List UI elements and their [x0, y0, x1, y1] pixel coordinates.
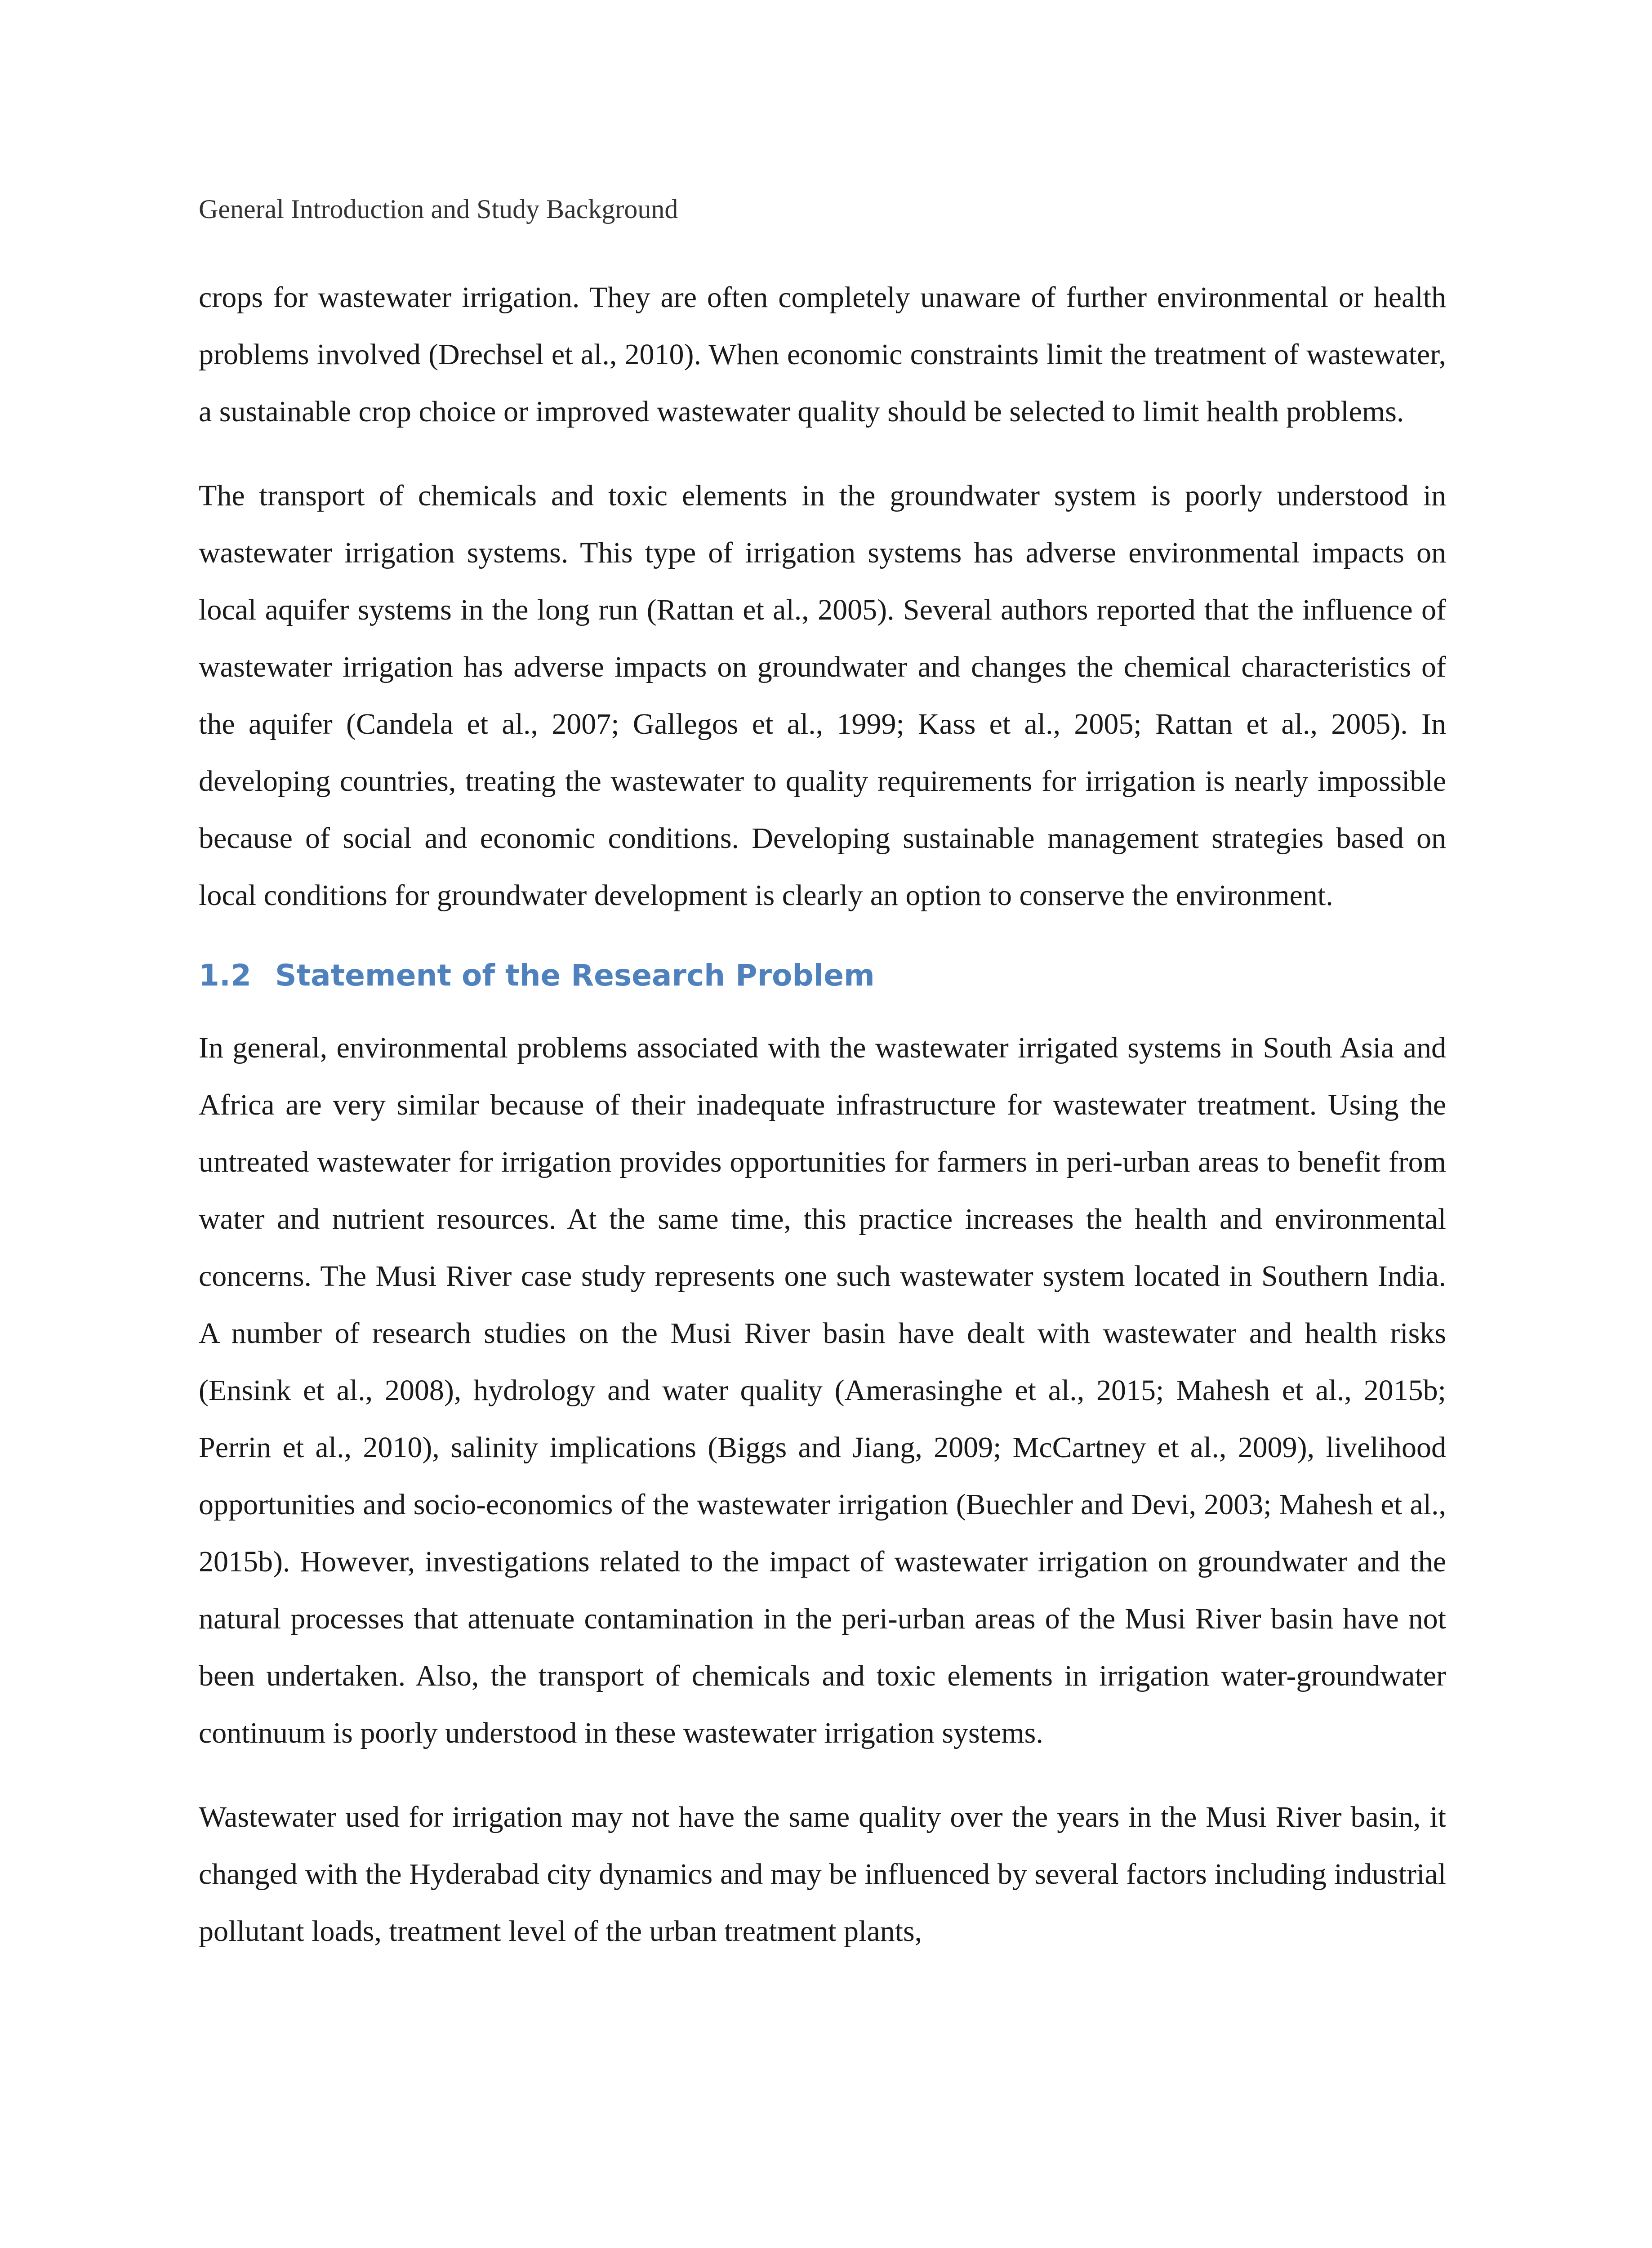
paragraph-groundwater-transport: The transport of chemicals and toxic elements in the groundwater system is poorly understood in wastewater irrigation systems. This type of irrigation systems has adverse environmental impacts on local aquifer systems in the long run (Rattan et al., 2005). Several authors reported that the influence of wastewater irrigation has adverse impacts on groundwater and changes the chemical characteristics of the aquifer (Candela et al., 2007; Gallegos et al., 1999; Kass et al., 2005; Rattan et al., 2005). In developing countries, treating the wastewater to quality requirements for irrigation is nearly impossible because of social and economic conditions. Developing sustainable management strategies based on local conditions for groundwater development is clearly an option to conserve the environment.: [199, 479, 1446, 912]
body-text: [199, 269, 1446, 1987]
section-number: 1.2: [199, 958, 251, 993]
paragraph-research-problem: In general, environmental problems associated with the wastewater irrigated systems in South Asia and Africa are very similar because of their inadequate infrastructure for wastewater treatment. Using the untreated wastewater for irrigation provides opportunities for farmers in peri-urban areas to benefit from water and nutrient resources. At the same time, this practice increases the health and environmental concerns. The Musi River case study represents one such wastewater system located in Southern India. A number of research studies on the Musi River basin have dealt with wastewater and health risks (Ensink et al., 2008), hydrology and water quality (Amerasinghe et al., 2015; Mahesh et al., 2015b; Perrin et al., 2010), salinity implications (Biggs and Jiang, 2009; McCartney et al., 2009), livelihood opportunities and socio-economics of the wastewater irrigation (Buechler and Devi, 2003; Mahesh et al., 2015b). However, investigations related to the impact of wastewater irrigation on groundwater and the natural processes that attenuate contamination in the peri-urban areas of the Musi River basin have not been undertaken. Also, the transport of chemicals and toxic elements in irrigation water-groundwater continuum is poorly understood in these wastewater irrigation systems.: [199, 1031, 1446, 1749]
section-heading: [199, 951, 1446, 1000]
section-title: Statement of the Research Problem: [275, 958, 875, 993]
paragraph-continuation: crops for wastewater irrigation. They are often completely unaware of further environmental or health problems involved (Drechsel et al., 2010). When economic constraints limit the treatment of wastewater, a sustainable crop choice or improved wastewater quality should be selected to limit health problems.: [199, 281, 1446, 428]
paragraph-wastewater-quality: Wastewater used for irrigation may not have the same quality over the years in the Musi River basin, it changed with the Hyderabad city dynamics and may be influenced by several factors including industrial pollutant loads, treatment level of the urban treatment plants,: [199, 1801, 1446, 1948]
running-header: General Introduction and Study Background: [199, 194, 678, 224]
